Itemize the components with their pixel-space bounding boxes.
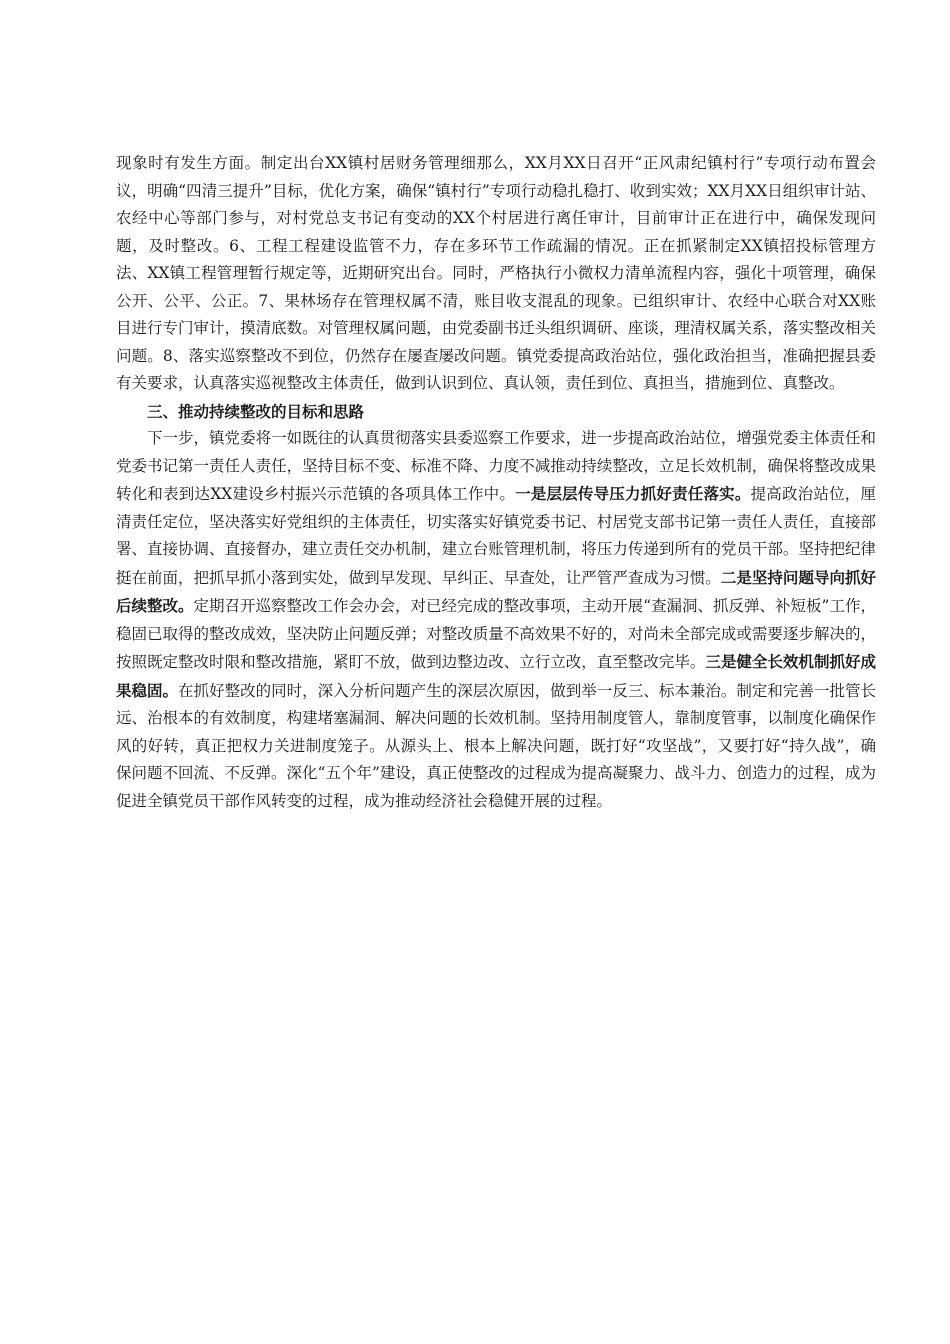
section-heading-3: 三、推动持续整改的目标和思路: [147, 401, 365, 421]
paragraph-continued: 现象时有发生方面。制定出台XX镇村居财务管理细那么，XX月XX日召开“正风肃纪镇村行”专项行动布置会议，明确“四清三提升”目标，优化方案，确保“镇村行”专项行动稳扎稳打、收到实效；XX月XX日组织审计站、农经中心等部门参与，对村党总支书记有变动的XX个村居进行离任审计，目前审计正在进行中，确保发现问题，及时整改。6、工程工程建设监管不力，存在多环节工作疏漏的情况。正在抓紧制定XX镇招投标管理方法、XX镇工程管理暂行规定等，近期研究出台。同时，严格执行小微权力清单流程内容，强化十项管理，确保公开、公平、公正。7、果林场存在管理权属不清，账目收支混乱的现象。已组织审计、农经中心联合对XX账目进行专门审计，摸清底数。对管理权属问题，由党委副书迁头组织调研、座谈，理清权属关系，落实整改相关问题。8、落实巡察整改不到位，仍然存在屡查屡改问题。镇党委提高政治站位，强化政治担当，准确把握县委有关要求，认真落实巡视整改主体责任，做到认识到位、真认领，责任到位、真担当，措施到位、真整改。: [116, 154, 876, 392]
point-2-title: 二是坚持问题导向抓好后续整改。: [116, 567, 876, 615]
next-steps-intro: 下一步，镇党委将一如既往的认真贯彻落实县委巡察工作要求，进一步提高政治站位，增强党委主体责任和党委书记第一责任人责任，坚持目标不变、标准不降、力度不减推动持续整改，立足长效机制，确保将整改成果转化和表到达XX建设乡村振兴示范镇的各项具体工作中。: [116, 429, 876, 503]
point-1-body: 提高政治站位，厘清责任定位，坚决落实好党组织的主体责任，切实落实好镇党委书记、村居党支部书记第一责任人责任，直接部署、直接协调、直接督办，建立责任交办机制，建立台账管理机制，将压力传递到所有的党员干部。坚持把纪律挺在前面，把抓早抓小落到实处，做到早发现、早纠正、早查处，让严管严查成为习惯。: [116, 485, 876, 587]
point-2-body: 定期召开巡察整改工作会办会，对已经完成的整改事项，主动开展“查漏洞、抓反弹、补短板”工作，稳固已取得的整改成效，坚决防止问题反弹；对整改质量不高效果不好的，对尚未全部完成或需要逐步解决的，按照既定整改时限和整改措施，紧盯不放，做到边整边改、立行立改，直至整改完毕。: [116, 597, 876, 671]
document-page: [116, 150, 876, 815]
paragraph-next-steps: [116, 425, 876, 815]
point-3-title: 三是健全长效机制抓好成果稳固。: [116, 652, 876, 700]
point-1-title: 一是层层传导压力抓好责任落实。: [515, 484, 751, 503]
point-3-body: 在抓好整改的同时，深入分析问题产生的深层次原因，做到举一反三、标本兼治。制定和完善一批管长远、治根本的有效制度，构建堵塞漏洞、解决问题的长效机制。坚持用制度管人，靠制度管事，以制度化确保作风的好转，真正把权力关进制度笼子。从源头上、根本上解决问题，既打好“攻坚战”，又要打好“持久战”，确保问题不回流、不反弹。深化“五个年”建设，真正使整改的过程成为提高凝聚力、战斗力、创造力的过程，成为促进全镇党员干部作风转变的过程，成为推动经济社会稳健开展的过程。: [116, 681, 876, 810]
